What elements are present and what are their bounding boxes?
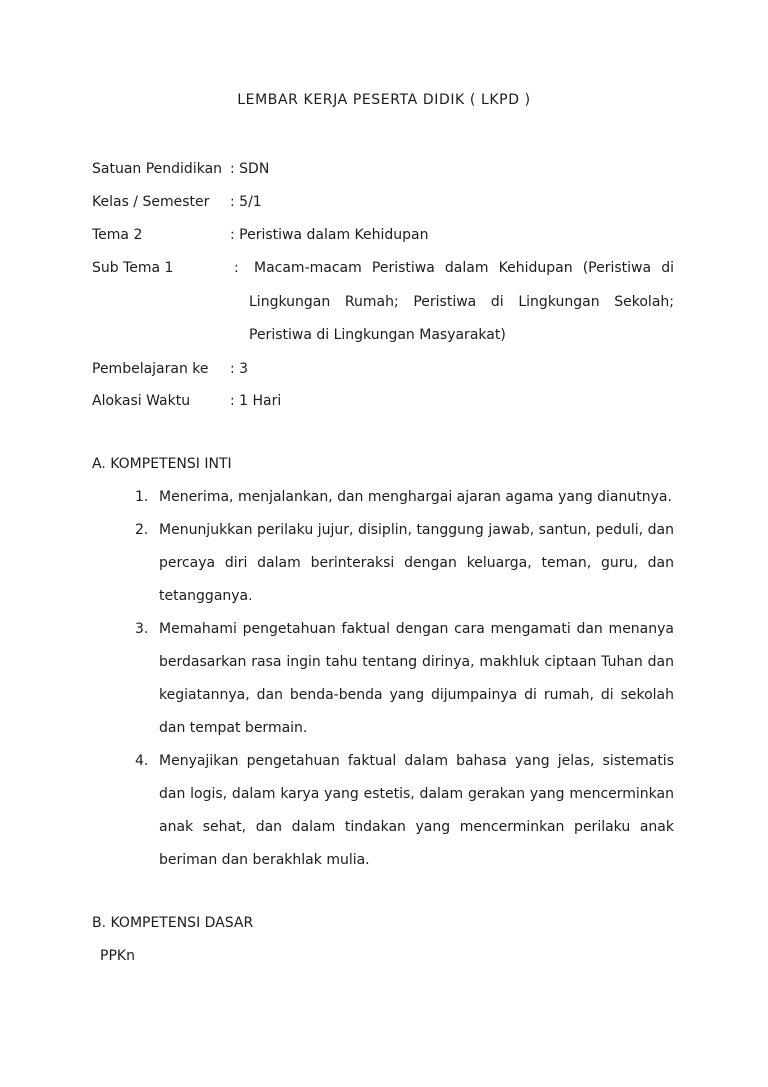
identity-value: : SDN	[230, 161, 270, 177]
identity-label: Pembelajaran ke	[92, 361, 209, 377]
list-number: 1.	[135, 489, 149, 505]
identity-label: Alokasi Waktu	[92, 393, 191, 409]
identity-value: : 5/1	[230, 194, 262, 210]
list-item-line: percaya diri dalam berinteraksi dengan keluarga, teman, guru, dan	[159, 555, 674, 571]
list-item-line: dan logis, dalam karya yang estetis, dalam gerakan yang mencerminkan	[159, 786, 674, 802]
list-item-line: tetangganya.	[159, 588, 253, 604]
list-item-line: beriman dan berakhlak mulia.	[159, 852, 370, 868]
subtema-line: Peristiwa di Lingkungan Masyarakat)	[249, 327, 506, 343]
list-item-line: anak sehat, dan dalam tindakan yang mencerminkan perilaku anak	[159, 819, 674, 835]
list-item-line: kegiatannya, dan benda-benda yang dijumpainya di rumah, di sekolah	[159, 687, 674, 703]
identity-value: : Peristiwa dalam Kehidupan	[230, 227, 429, 243]
list-item-line: dan tempat bermain.	[159, 720, 308, 736]
list-number: 2.	[135, 522, 149, 538]
identity-label: Kelas / Semester	[92, 194, 210, 210]
subject-label: PPKn	[100, 948, 135, 964]
document-title: LEMBAR KERJA PESERTA DIDIK ( LKPD )	[237, 92, 531, 108]
identity-label: Tema 2	[92, 227, 143, 243]
identity-colon: :	[234, 260, 239, 276]
list-item-line: berdasarkan rasa ingin tahu tentang dirinya, makhluk ciptaan Tuhan dan	[159, 654, 674, 670]
identity-value: : 3	[230, 361, 249, 377]
list-number: 3.	[135, 621, 149, 637]
identity-value: : 1 Hari	[230, 393, 282, 409]
section-heading-kompetensi-dasar: B. KOMPETENSI DASAR	[92, 915, 254, 931]
subtema-line: Lingkungan Rumah; Peristiwa di Lingkungan Sekolah;	[249, 294, 674, 310]
list-item-line: Memahami pengetahuan faktual dengan cara mengamati dan menanya	[159, 621, 674, 637]
section-heading-kompetensi-inti: A. KOMPETENSI INTI	[92, 456, 232, 472]
list-item-line: Menyajikan pengetahuan faktual dalam bahasa yang jelas, sistematis	[159, 753, 674, 769]
identity-label: Satuan Pendidikan	[92, 161, 223, 177]
identity-label: Sub Tema 1	[92, 260, 174, 276]
subtema-line: Macam-macam Peristiwa dalam Kehidupan (Peristiwa di	[254, 260, 674, 276]
list-number: 4.	[135, 753, 149, 769]
list-item-line: Menunjukkan perilaku jujur, disiplin, tanggung jawab, santun, peduli, dan	[159, 522, 674, 538]
list-item-line: Menerima, menjalankan, dan menghargai ajaran agama yang dianutnya.	[159, 489, 672, 505]
